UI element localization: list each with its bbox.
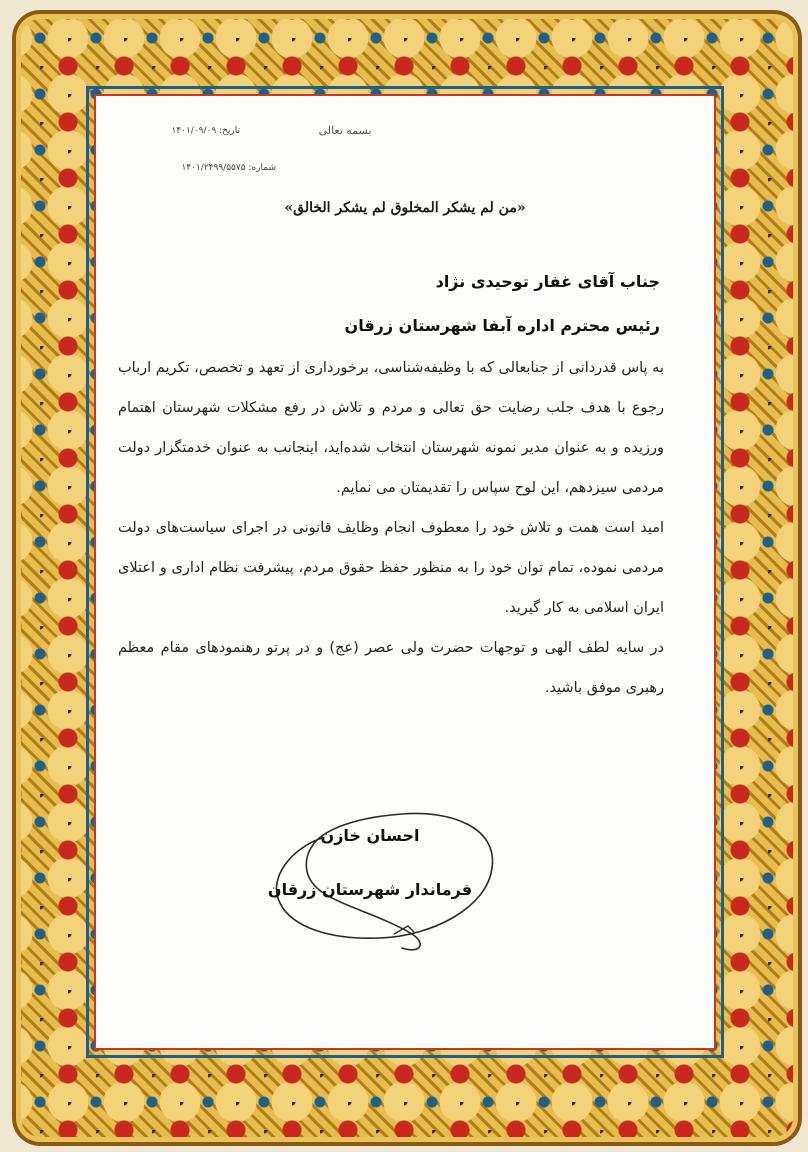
letter-body [118, 348, 664, 708]
recipient-name: جناب آقای غفار توحیدی نژاد [435, 272, 660, 291]
signer-title: فرماندار شهرستان زرقان [267, 880, 473, 899]
number-line: شماره: ۱۴۰۱/۲۴۹۹/۵۵۷۵ [181, 163, 276, 173]
body-paragraph: به پاس قدردانی از جنابعالی که با وظیفه‌شناسی، برخورداری از تعهد و تخصص، تکریم ارباب رجوع با هدف جلب رضایت حق تعالی و مردم و تلاش در رفع مشکلات شهرستان اهتمام ورزیده و به عنوان مدیر نمونه شهرستان انتخاب شده‌اید، اینجانب به عنوان خدمتگزار دولت مردمی سیزدهم، این لوح سپاس را تقدیمتان می نمایم. [118, 360, 664, 496]
signer-name: احسان خازن [320, 826, 420, 845]
recipient-title: رئیس محترم اداره آبفا شهرستان زرقان [344, 316, 660, 335]
date-line: تاریخ: ۱۴۰۱/۰۹/۰۹ [171, 126, 240, 136]
body-paragraph: در سایه لطف الهی و توجهات حضرت ولی عصر (عج) و در پرتو رهنمودهای مقام معظم رهبری موفق باشید. [118, 640, 664, 696]
body-paragraph: امید است همت و تلاش خود را معطوف انجام وظایف قانونی در اجرای سیاست‌های دولت مردمی نموده، تمام توان خود را به منظور حفظ حقوق مردم، پیشرفت نظام اداری و اعتلای ایران اسلامی به کار گیرید. [118, 520, 664, 616]
bismillah-heading: بسمه تعالی [318, 124, 372, 137]
hadith-quote: «من لم یشکر المخلوق لم یشکر الخالق» [284, 200, 526, 216]
